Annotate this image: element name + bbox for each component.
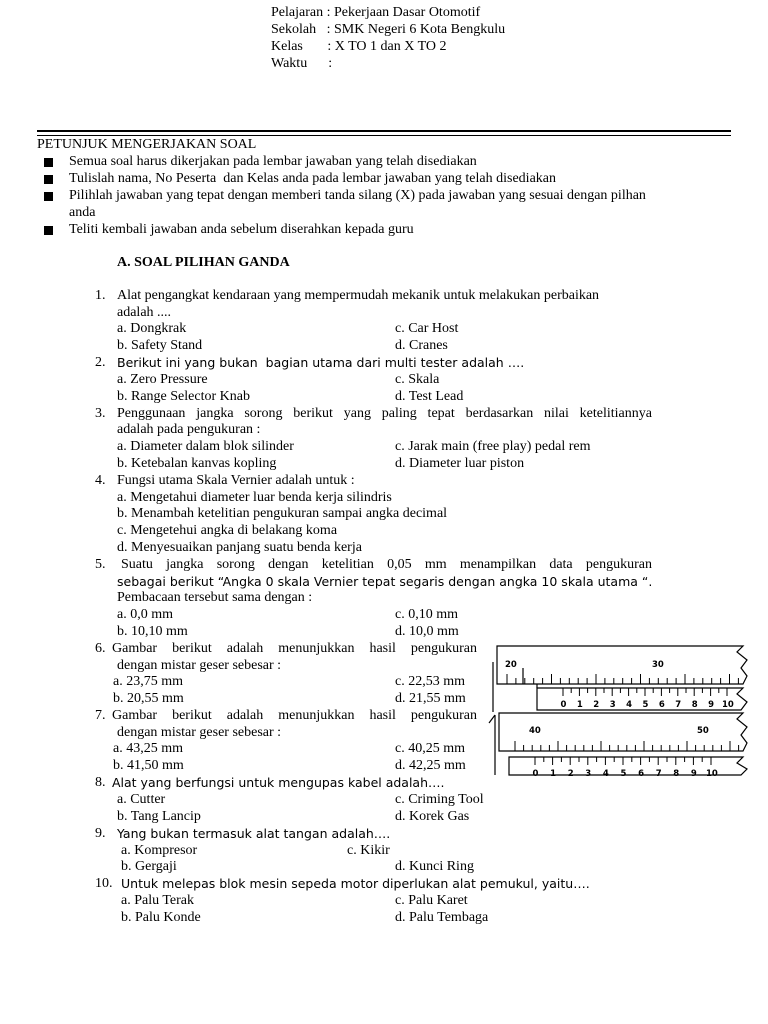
option-c: c. 40,25 mm xyxy=(395,741,465,756)
option-b: b. Tang Lancip xyxy=(117,809,201,824)
question-text: Gambar berikut adalah menunjukkan hasil pengukuran xyxy=(112,641,477,656)
question-text: Berikut ini yang bukan bagian utama dari multi tester adalah …. xyxy=(117,355,525,370)
vernier-scale-label: 3 xyxy=(585,769,592,779)
main-scale-label: 50 xyxy=(697,726,709,736)
divider-thick xyxy=(37,130,731,132)
option-c: c. 22,53 mm xyxy=(395,674,465,689)
option-a: a. Kompresor xyxy=(121,843,198,858)
vernier-scale-label: 4 xyxy=(626,700,633,710)
header-class: Kelas : X TO 1 dan X TO 2 xyxy=(271,39,447,54)
option-c: c. Kikir xyxy=(347,843,390,858)
vernier-scale-label: 6 xyxy=(638,769,645,779)
question-text: adalah pada pengukuran : xyxy=(117,422,261,437)
vernier-scale-label: 5 xyxy=(642,700,649,710)
question-text: Yang bukan termasuk alat tangan adalah…. xyxy=(117,826,391,841)
vernier-scale-label: 1 xyxy=(550,769,557,779)
question-text: Gambar berikut adalah menunjukkan hasil pengukuran xyxy=(112,708,477,723)
instruction-item: Tulislah nama, No Peserta dan Kelas anda pada lembar jawaban yang telah disediakan xyxy=(69,171,556,186)
option-b: b. Range Selector Knab xyxy=(117,389,250,404)
vernier-scale-label: 3 xyxy=(609,700,616,710)
vernier-scale-label: 7 xyxy=(675,700,682,710)
vernier-scale-label: 8 xyxy=(691,700,698,710)
vernier-scale-label: 0 xyxy=(560,700,567,710)
vernier-scale-label: 6 xyxy=(658,700,665,710)
bullet-icon xyxy=(44,192,53,201)
option-b: b. Safety Stand xyxy=(117,338,203,353)
option-c: c. Skala xyxy=(395,372,440,387)
option-d: d. Kunci Ring xyxy=(395,859,474,874)
instruction-item: Semua soal harus dikerjakan pada lembar jawaban yang telah disediakan xyxy=(69,154,477,169)
option-d: d. 10,0 mm xyxy=(395,624,459,639)
question-number: 2. xyxy=(95,355,106,370)
option-a: a. Mengetahui diameter luar benda kerja silindris xyxy=(117,490,392,505)
vernier-scale-label: 0 xyxy=(532,769,539,779)
vernier-scale-label: 8 xyxy=(673,769,680,779)
option-b: b. 41,50 mm xyxy=(113,758,184,773)
question-number: 7. xyxy=(95,708,106,723)
option-d: d. Test Lead xyxy=(395,389,464,404)
option-b: b. Gergaji xyxy=(121,859,177,874)
option-a: a. 43,25 mm xyxy=(113,741,183,756)
header-time: Waktu : xyxy=(271,56,333,71)
question-number: 4. xyxy=(95,473,106,488)
question-text: Alat yang berfungsi untuk mengupas kabel adalah…. xyxy=(112,775,445,790)
question-number: 9. xyxy=(95,826,106,841)
option-c: c. 0,10 mm xyxy=(395,607,458,622)
option-b: b. Palu Konde xyxy=(121,910,201,925)
option-a: a. Dongkrak xyxy=(117,321,187,336)
option-d: d. Diameter luar piston xyxy=(395,456,525,471)
vernier-scale-label: 9 xyxy=(690,769,697,779)
vernier-scale-label: 5 xyxy=(620,769,627,779)
option-b: b. Ketebalan kanvas kopling xyxy=(117,456,277,471)
question-text: Alat pengangkat kendaraan yang mempermudah mekanik untuk melakukan perbaikan xyxy=(117,288,600,303)
question-text: Fungsi utama Skala Vernier adalah untuk : xyxy=(117,473,355,488)
option-d: d. Palu Tembaga xyxy=(395,910,489,925)
question-text: Pembacaan tersebut sama dengan : xyxy=(117,590,313,605)
vernier-scale-label: 1 xyxy=(576,700,583,710)
section-title: A. SOAL PILIHAN GANDA xyxy=(117,255,290,270)
header-school: Sekolah : SMK Negeri 6 Kota Bengkulu xyxy=(271,22,506,37)
instruction-item: Teliti kembali jawaban anda sebelum diserahkan kepada guru xyxy=(69,222,414,237)
option-d: d. 42,25 mm xyxy=(395,758,466,773)
question-number: 10. xyxy=(95,876,113,891)
vernier-scale-label: 7 xyxy=(655,769,662,779)
option-c: c. Criming Tool xyxy=(395,792,484,807)
question-number: 6. xyxy=(95,641,106,656)
bullet-icon xyxy=(44,175,53,184)
question-text: Penggunaan jangka sorong berikut yang paling tepat berdasarkan nilai ketelitiannya xyxy=(117,406,652,421)
question-number: 3. xyxy=(95,406,106,421)
option-b: b. 10,10 mm xyxy=(117,624,188,639)
vernier-scale-label: 2 xyxy=(593,700,600,710)
vernier-scale-label: 10 xyxy=(722,700,734,710)
instruction-item-continued: anda xyxy=(69,205,96,220)
bullet-icon xyxy=(44,158,53,167)
option-a: a. Zero Pressure xyxy=(117,372,208,387)
bullet-icon xyxy=(44,226,53,235)
option-a: a. 23,75 mm xyxy=(113,674,183,689)
option-c: c. Palu Karet xyxy=(395,893,468,908)
option-c: c. Jarak main (free play) pedal rem xyxy=(395,439,591,454)
option-a: a. Cutter xyxy=(117,792,166,807)
option-a: a. 0,0 mm xyxy=(117,607,173,622)
question-number: 8. xyxy=(95,775,106,790)
vernier-scale-label: 9 xyxy=(708,700,715,710)
option-d: d. Korek Gas xyxy=(395,809,470,824)
header-subject: Pelajaran : Pekerjaan Dasar Otomotif xyxy=(271,5,481,20)
vernier-scale-label: 2 xyxy=(567,769,574,779)
option-d: d. Menyesuaikan panjang suatu benda kerja xyxy=(117,540,362,555)
question-text: dengan mistar geser sebesar : xyxy=(117,725,282,740)
instruction-item: Pilihlah jawaban yang tepat dengan memberi tanda silang (X) pada jawaban yang sesuai dengan pilhan xyxy=(69,188,646,203)
option-a: a. Diameter dalam blok silinder xyxy=(117,439,294,454)
question-text: dengan mistar geser sebesar : xyxy=(117,658,282,673)
vernier-scale-label: 4 xyxy=(602,769,609,779)
question-number: 5. xyxy=(95,557,106,572)
question-text: Untuk melepas blok mesin sepeda motor diperlukan alat pemukul, yaitu…. xyxy=(121,876,590,891)
option-c: c. Car Host xyxy=(395,321,459,336)
question-text: Suatu jangka sorong dengan ketelitian 0,05 mm menampilkan data pengukuran xyxy=(121,557,652,572)
question-text: sebagai berikut “Angka 0 skala Vernier tepat segaris dengan angka 10 skala utama “. xyxy=(117,574,653,589)
vernier-caliper-figure-q6 xyxy=(485,638,761,713)
option-d: d. 21,55 mm xyxy=(395,691,466,706)
main-scale-label: 30 xyxy=(652,660,664,670)
question-text: adalah .... xyxy=(117,305,172,320)
option-d: d. Cranes xyxy=(395,338,448,353)
vernier-scale-label: 10 xyxy=(706,769,718,779)
option-b: b. Menambah ketelitian pengukuran sampai angka decimal xyxy=(117,506,448,521)
main-scale-label: 40 xyxy=(529,726,541,736)
option-c: c. Mengetehui angka di belakang koma xyxy=(117,523,338,538)
vernier-caliper-figure-q7 xyxy=(485,705,761,780)
instructions-title: PETUNJUK MENGERJAKAN SOAL xyxy=(37,137,257,152)
main-scale-label: 20 xyxy=(505,660,517,670)
option-b: b. 20,55 mm xyxy=(113,691,184,706)
question-number: 1. xyxy=(95,288,106,303)
option-a: a. Palu Terak xyxy=(121,893,195,908)
